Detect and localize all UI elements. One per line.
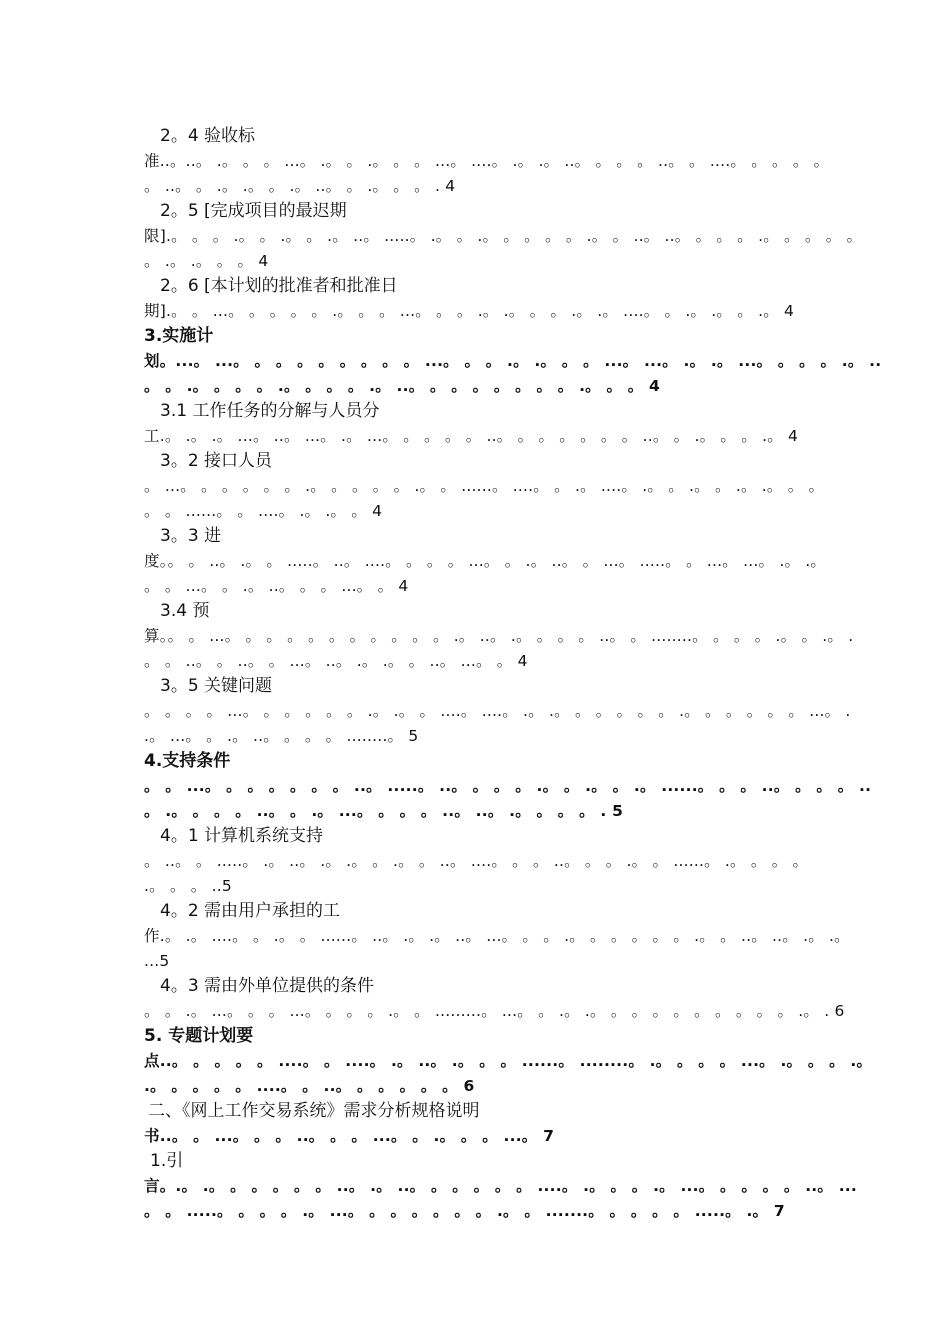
toc-entry[interactable]	[144, 124, 830, 199]
toc-leader-line: 书..。 。 ...。 。 。 ..。 。 。 ...。 。 .。 。 。 ...。 7	[144, 1127, 555, 1145]
toc-leader-line: 工.。 .。 .。 ...。 ..。 ...。 .。 ...。 。 。 。 。 ..。 。 。 。 。 。 。 ..。 。 .。 。 。 .。 4	[144, 427, 799, 445]
toc-entry-heading: 4.支持条件	[144, 751, 231, 771]
toc-entry-heading: 2。4 验收标	[160, 126, 256, 146]
toc-leader-line: .。 。 。 。 。 ....。 。 ..。 。 。 。 。 。 6	[144, 1077, 475, 1095]
toc-entry-heading: 3.1 工作任务的分解与人员分	[160, 401, 380, 421]
toc-entry-heading: 3.实施计	[144, 326, 214, 346]
toc-leader-line: 。 。 ...。 。 .。 ..。 。 。 ...。 。 4	[144, 577, 409, 595]
table-of-contents	[144, 124, 882, 1224]
toc-leader-line: ...5	[144, 952, 170, 970]
toc-leader-line: 。 。 ......。 。 ....。 .。 .。 。 4	[144, 502, 383, 520]
toc-entry-heading: 二、《网上工作交易系统》需求分析规格说明	[148, 1101, 480, 1121]
toc-entry-heading: 3。3 进	[160, 526, 222, 546]
toc-entry[interactable]	[144, 399, 804, 449]
toc-entry[interactable]	[144, 449, 825, 524]
toc-leader-line: 作.。 .。 ....。 。 .。 。 ......。 ..。 .。 .。 ..。 ...。 。 。 .。 。 。 。 。 。 .。 。 ..。 ..。 .。 .。	[144, 927, 850, 945]
toc-leader-line: 。 。 .。 ...。 。 。 ...。 。 。 。 .。 。 .........。 ...。 。 .。 .。 。 。 。 。 。 。 。 。 。 .。 . 6	[144, 1002, 845, 1020]
toc-leader-line: 。 。 ..。 。 ..。 。 ...。 ..。 .。 .。 。 ..。 ...。 。 4	[144, 652, 528, 670]
toc-entry-heading: 3。5 关键问题	[160, 676, 273, 696]
toc-leader-line: 限].。 。 。 .。 。 .。 。 .。 ..。 .....。 .。 。 .。 。 。 。 。 .。 。 ..。 ..。 。 。 。 .。 。 。 。 。	[144, 227, 863, 245]
toc-leader-line: 。 ...。 。 。 。 。 。 .。 。 。 。 。 .。 。 ......。 ....。 。 .。 ....。 .。 。 .。 。 .。 .。 。 。	[144, 477, 825, 495]
toc-entry[interactable]	[144, 1099, 804, 1149]
toc-entry-heading: 3.4 预	[160, 601, 210, 621]
toc-entry-heading: 2。6 [本计划的批准者和批准日	[160, 276, 398, 296]
toc-leader-line: 言。.。 .。 。 。 。 。 。 ..。 .。 ..。 。 。 。 。 。 ....。 .。 。 。 .。 ...。 。 。 。 。 ..。 ...	[144, 1177, 857, 1195]
toc-entry-heading: 3。2 接口人员	[160, 451, 273, 471]
toc-entry[interactable]	[144, 1149, 857, 1224]
toc-leader-line: 算。。 。 ...。 。 。 。 。 。 。 。 。 。 。 .。 ..。 .。 。 。 。 ..。 。 ........。 。 。 。 .。 。 .。 .	[144, 627, 854, 645]
toc-leader-line: 。 ..。 。 .。 .。 。 .。 ..。 。 .。 。 。 . 4	[144, 177, 456, 195]
toc-leader-line: 准..。..。 .。 。 。 ...。 .。 。 .。 。 。 ...。 ....。 .。 .。 ..。 。 。 。 ..。 。 ....。 。 。 。 。	[144, 152, 830, 170]
toc-entry[interactable]	[144, 324, 882, 399]
toc-entry-heading: 4。1 计算机系统支持	[160, 826, 324, 846]
toc-entry-heading: 5. 专题计划要	[144, 1026, 254, 1046]
toc-entry[interactable]	[144, 824, 809, 899]
toc-entry-heading: 1.引	[150, 1151, 184, 1171]
toc-leader-line: 。 .。 。 。 。 ..。 。 .。 ...。 。 。 。 ..。 ..。 .。 。 。 。 . 5	[144, 802, 624, 820]
toc-entry-heading: 4。2 需由用户承担的工	[160, 901, 341, 921]
toc-leader-line: .。 ...。 。 .。 ..。 。 。 。 ........。 5	[144, 727, 419, 745]
toc-leader-line: 划。...。 ...。 。 。 。 。 。 。 。 。 ...。 。 。 .。 .。 。 。 ...。 ...。 .。 .。 ...。 。 。 。 .。 ..	[144, 352, 882, 370]
toc-leader-line: 。 。 .....。 。 。 。 .。 ...。 。 。 。 。 。 。 .。 。 .......。 。 。 。 。 .....。 .。 7	[144, 1202, 785, 1220]
toc-leader-line: 。 。 。 。 ...。 。 。 。 。 。 .。 .。 。 ....。 ....。 .。 .。 。 。 。 。 。 .。 。 。 。 。 。 ...。 .	[144, 702, 851, 720]
toc-leader-line: 期].。 。 ...。 。 。 。 。 .。 。 。 ...。 。 。 .。 .。 。 。 .。 .。 ....。 。 .。 .。 。 .。 4	[144, 302, 795, 320]
toc-entry[interactable]	[144, 524, 827, 599]
toc-entry[interactable]	[144, 1024, 873, 1099]
toc-leader-line: 。 。 ...。 。 。 。 。 。 。 ..。 .....。 ..。 。 。 。 .。 。 .。 。 .。 ......。 。 。 ..。 。 。 。 ..	[144, 777, 872, 795]
toc-leader-line: 度。。 。 ..。 .。 。 .....。 ..。 ....。 。 。 。 ...。 。 .。 ..。 。 ...。 .....。 。 ...。 ...。 .。 .。	[144, 552, 827, 570]
toc-entry[interactable]	[144, 899, 850, 974]
toc-entry[interactable]	[144, 274, 804, 324]
toc-entry-heading: 2。5 [完成项目的最迟期	[160, 201, 347, 221]
toc-entry-heading: 4。3 需由外单位提供的条件	[160, 976, 375, 996]
toc-leader-line: 点..。 。 。 。 。 ....。 。 ....。 .。 ..。 .。 。 。 ......。 ........。 .。 。 。 。 ...。 .。 。 。 .。	[144, 1052, 873, 1070]
toc-entry[interactable]	[144, 974, 845, 1024]
toc-leader-line: .。 。 。 ..5	[144, 877, 232, 895]
toc-leader-line: 。 .。 .。 。 。 4	[144, 252, 269, 270]
toc-leader-line: 。 ..。 。 .....。 .。 ..。 .。 .。 。 .。 。 ..。 ....。 。 。 ..。 。 。 .。 。 ......。 .。 。 。 。	[144, 852, 809, 870]
toc-entry[interactable]	[144, 199, 863, 274]
toc-entry[interactable]	[144, 599, 854, 674]
toc-entry[interactable]	[144, 749, 872, 824]
toc-leader-line: 。 。 .。 。 。 。 .。 。 。 。 .。 ..。 。 。 。 。 。 。 。 .。 。 。 4	[144, 377, 661, 395]
toc-entry[interactable]	[144, 674, 851, 749]
